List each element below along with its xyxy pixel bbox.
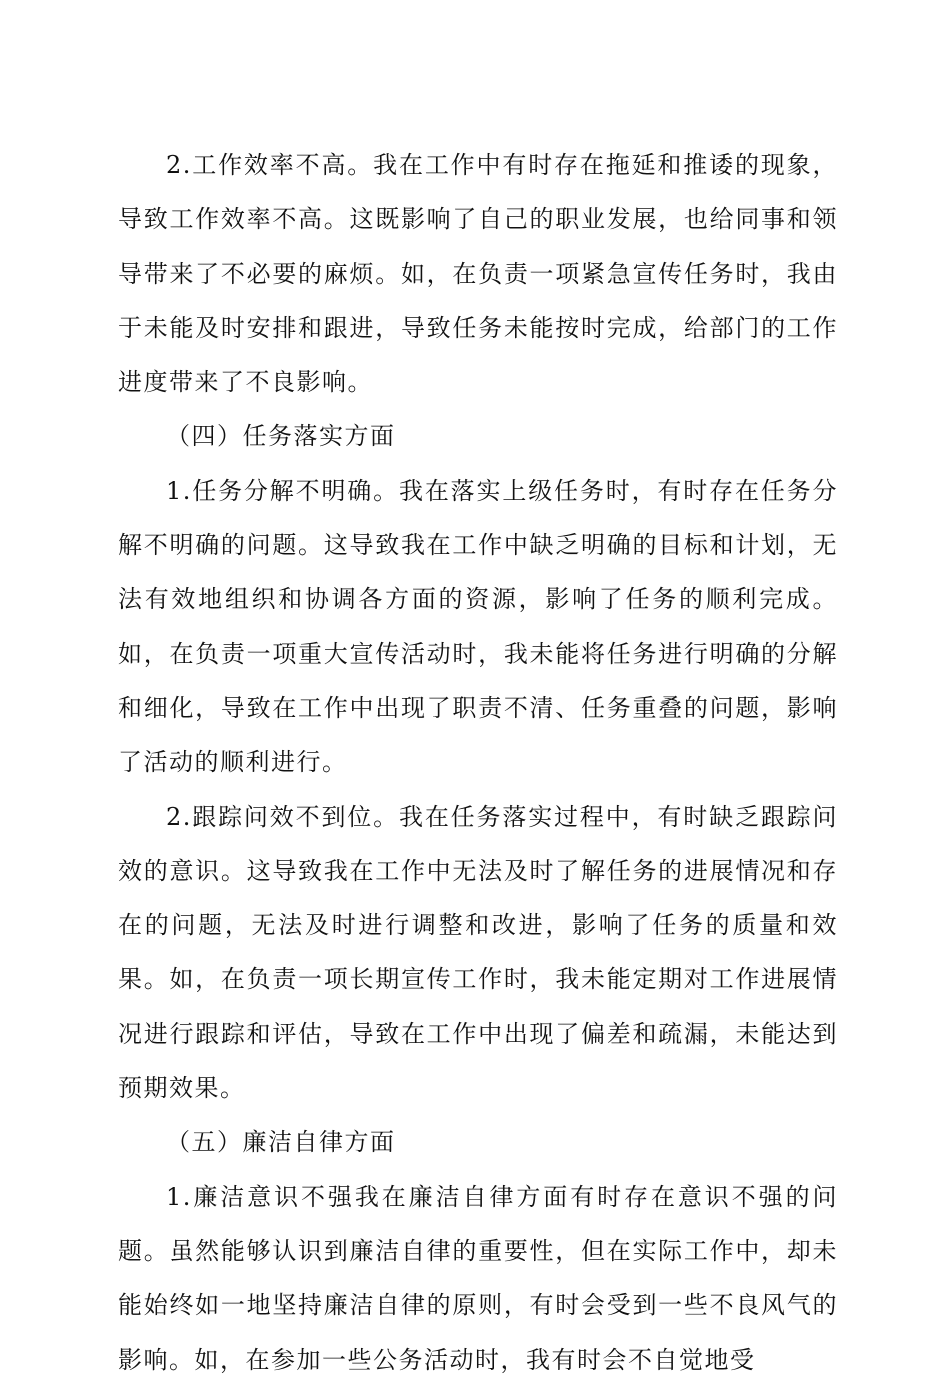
text-line: 2.跟踪问效不到位。我在任务落实过程中，有时缺乏跟踪	[166, 802, 813, 831]
body-paragraph	[118, 138, 838, 409]
text-line: （五）廉洁自律方面	[166, 1128, 396, 1157]
text-line: 题。虽然能够认识到廉洁自律的重要性，但在实际工作中，却	[118, 1236, 813, 1265]
text-line: 未能达到预期效果。	[118, 1019, 839, 1103]
body-paragraph	[118, 790, 838, 1116]
text-line: 气的影响。如，在参加一些公务活动时，我有时会不自觉地受	[118, 1291, 839, 1374]
text-line: 1.廉洁意识不强我在廉洁自律方面有时存在意识不强的问	[166, 1182, 838, 1211]
text-line: 问效的意识。这导致我在工作中无法及时了解任务的进展情况	[118, 802, 838, 885]
body-paragraph	[118, 464, 838, 790]
text-line: 和存在的问题，无法及时进行调整和改进，影响了任务的质量	[118, 856, 839, 940]
section-heading	[118, 409, 838, 463]
text-line: 分解不明确的问题。这导致我在工作中缺乏明确的目标和计划，	[118, 476, 838, 560]
text-line: 进展情况进行跟踪和评估，导致在工作中出现了偏差和疏漏，	[118, 965, 839, 1048]
text-line: 的工作进度带来了不良影响。	[118, 313, 839, 397]
document-body	[118, 138, 838, 1387]
text-line: 1.任务分解不明确。我在落实上级任务时，有时存在任务	[166, 476, 813, 505]
text-line: （四）任务落实方面	[166, 422, 396, 451]
text-line: 无法有效地组织和协调各方面的资源，影响了任务的顺利完成。	[118, 531, 838, 614]
section-heading	[118, 1115, 838, 1169]
body-paragraph	[118, 1170, 838, 1387]
text-line: 领导带来了不必要的麻烦。如，在负责一项紧急宣传任务时，	[118, 205, 838, 288]
text-line: 如，在负责一项重大宣传活动时，我未能将任务进行明确的分	[118, 639, 813, 668]
text-line: 未能始终如一地坚持廉洁自律的原则，有时会受到一些不良风	[118, 1236, 838, 1320]
text-line: 和效果。如，在负责一项长期宣传工作时，我未能定期对工作	[118, 911, 839, 994]
text-line: 解和细化，导致在工作中出现了职责不清、任务重叠的问题，	[118, 639, 838, 722]
text-line: 影响了活动的顺利进行。	[118, 693, 839, 777]
text-line: 导致工作效率不高。这既影响了自己的职业发展，也给同事和	[118, 205, 813, 234]
text-line: 2.工作效率不高。我在工作中有时存在拖延和推诿的现象，	[166, 151, 838, 179]
text-line: 我由于未能及时安排和跟进，导致任务未能按时完成，给部门	[118, 259, 839, 342]
